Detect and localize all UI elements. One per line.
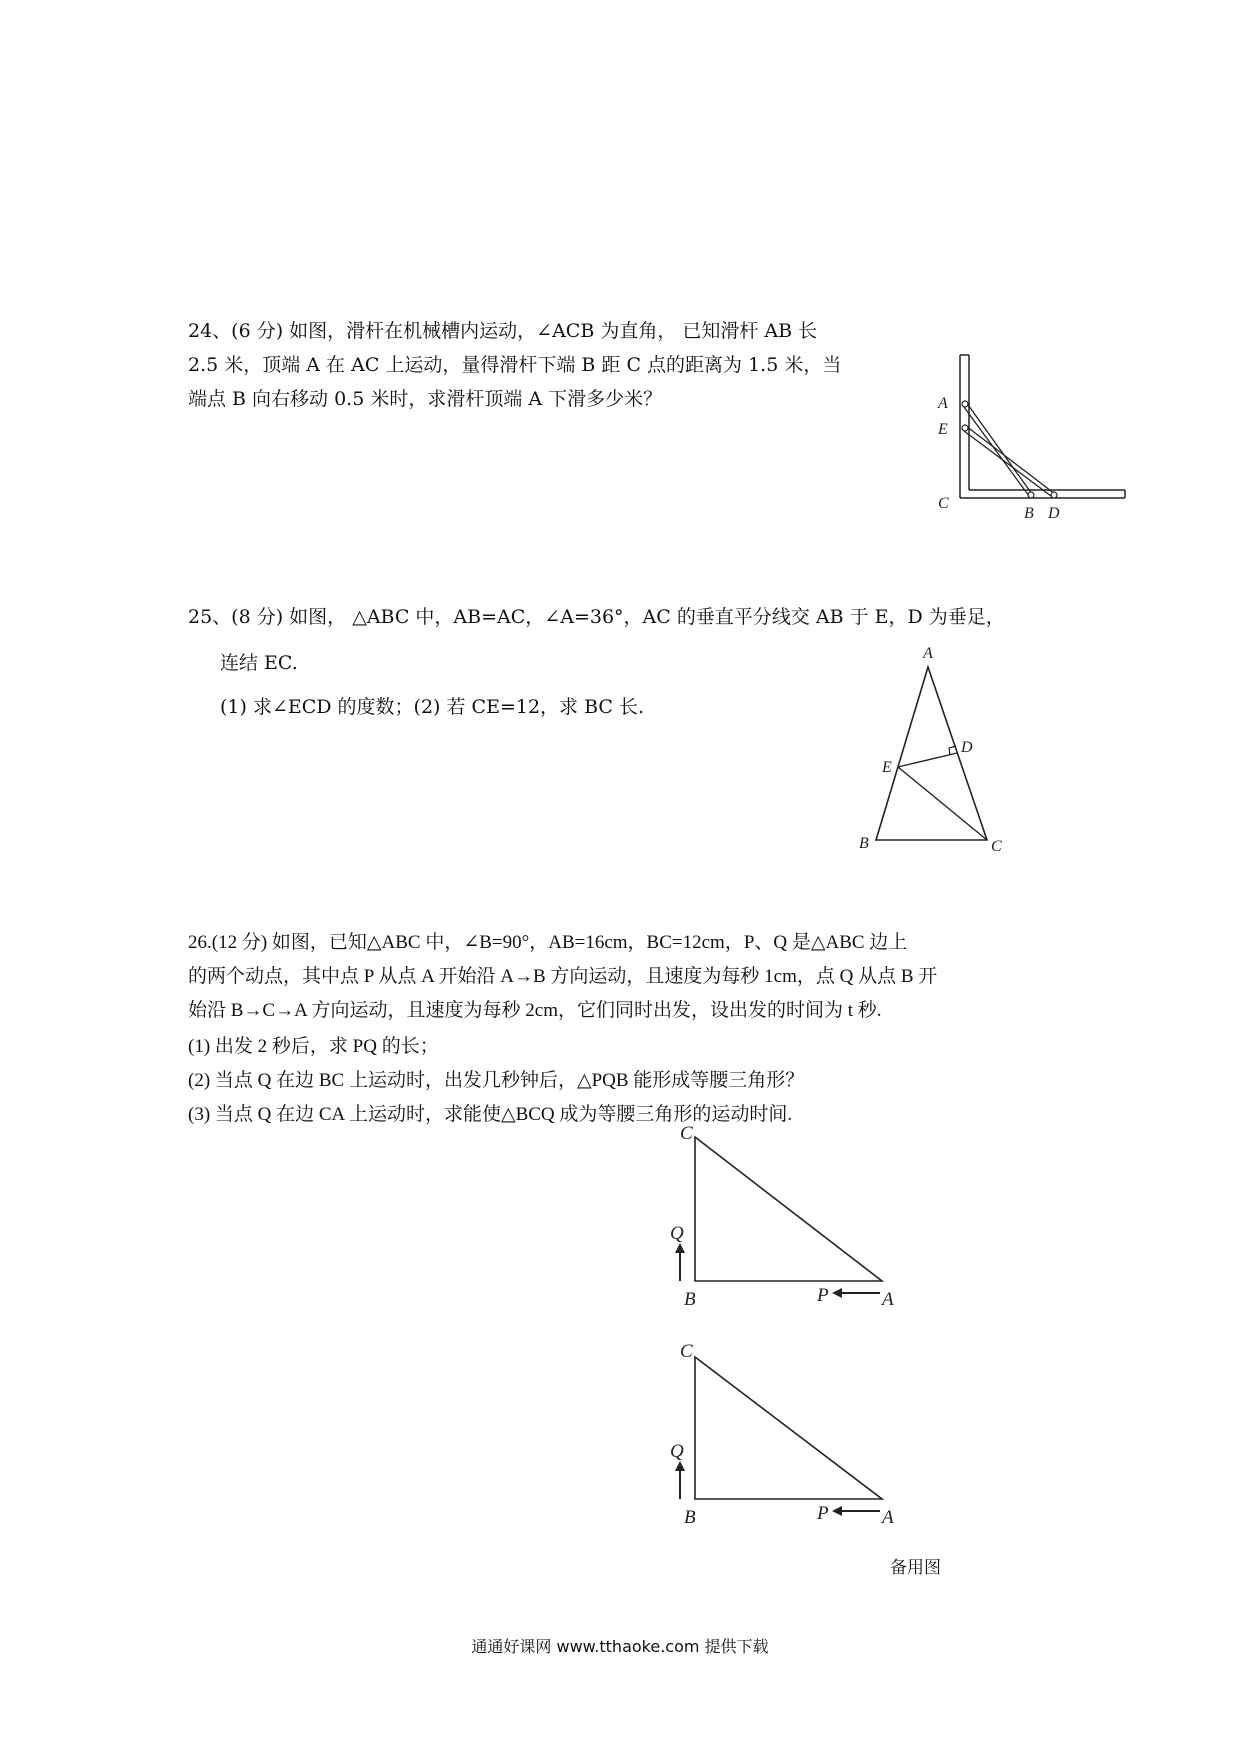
- q24-label-e: E: [938, 421, 948, 438]
- q26-spare-figure: [660, 1335, 910, 1535]
- q24-label-b: B: [1024, 505, 1034, 522]
- q24-label-d: D: [1048, 505, 1060, 522]
- q26-line-2: 的两个动点，其中点 P 从点 A 开始沿 A→B 方向运动，且速度为每秒 1cm，点 Q 从点 B 开: [188, 966, 938, 987]
- q26-label-a: A: [882, 1289, 894, 1310]
- q26-spare-label-b: B: [684, 1507, 696, 1528]
- q25-label-d: D: [961, 739, 973, 756]
- q26-sub-2: (2) 当点 Q 在边 BC 上运动时，出发几秒钟后，△PQB 能形成等腰三角形？: [188, 1070, 805, 1091]
- q24-figure: [930, 350, 1130, 530]
- q25-line-3: (1) 求∠ECD 的度数；(2) 若 CE=12，求 BC 长.: [220, 696, 645, 718]
- q25-figure: [845, 640, 1025, 860]
- q26-figure: [660, 1125, 910, 1325]
- spare-figure-caption: 备用图: [890, 1558, 941, 1578]
- q25-label-e: E: [882, 759, 892, 776]
- q24-line-3: 端点 B 向右移动 0.5 米时，求滑杆顶端 A 下滑多少米？: [188, 388, 663, 410]
- q26-spare-label-p: P: [817, 1503, 829, 1524]
- q24-line-1: 24、(6 分) 如图，滑杆在机械槽内运动，∠ACB 为直角， 已知滑杆 AB 长: [188, 320, 818, 342]
- q26-spare-label-a: A: [882, 1507, 894, 1528]
- page-footer: 通通好课网 www.tthaoke.com 提供下载: [471, 1637, 769, 1656]
- q26-label-b: B: [684, 1289, 696, 1310]
- q25-label-c: C: [991, 838, 1002, 855]
- q25-line-2: 连结 EC.: [220, 652, 298, 674]
- q24-label-a: A: [938, 395, 948, 412]
- q24-line-2: 2.5 米，顶端 A 在 AC 上运动，量得滑杆下端 B 距 C 点的距离为 1.5 米，当: [188, 354, 842, 376]
- q25-label-a: A: [923, 645, 933, 662]
- q25-line-1: 25、(8 分) 如图， △ABC 中，AB=AC，∠A=36°，AC 的垂直平分线交 AB 于 E，D 为垂足，: [188, 606, 1005, 628]
- q26-spare-label-c: C: [680, 1341, 693, 1362]
- q26-label-p: P: [817, 1285, 829, 1306]
- q26-sub-3: (3) 当点 Q 在边 CA 上运动时，求能使△BCQ 成为等腰三角形的运动时间.: [188, 1104, 793, 1125]
- q26-sub-1: (1) 出发 2 秒后，求 PQ 的长；: [188, 1036, 439, 1057]
- q26-spare-label-q: Q: [670, 1441, 684, 1462]
- q24-label-c: C: [938, 495, 949, 512]
- q25-label-b: B: [859, 835, 869, 852]
- q26-label-c: C: [680, 1125, 693, 1144]
- q26-label-q: Q: [670, 1223, 684, 1244]
- q26-line-1: 26.(12 分) 如图，已知△ABC 中，∠B=90°，AB=16cm，BC=12cm，P、Q 是△ABC 边上: [188, 932, 908, 953]
- q26-line-3: 始沿 B→C→A 方向运动，且速度为每秒 2cm，它们同时出发，设出发的时间为 t 秒.: [188, 1000, 882, 1021]
